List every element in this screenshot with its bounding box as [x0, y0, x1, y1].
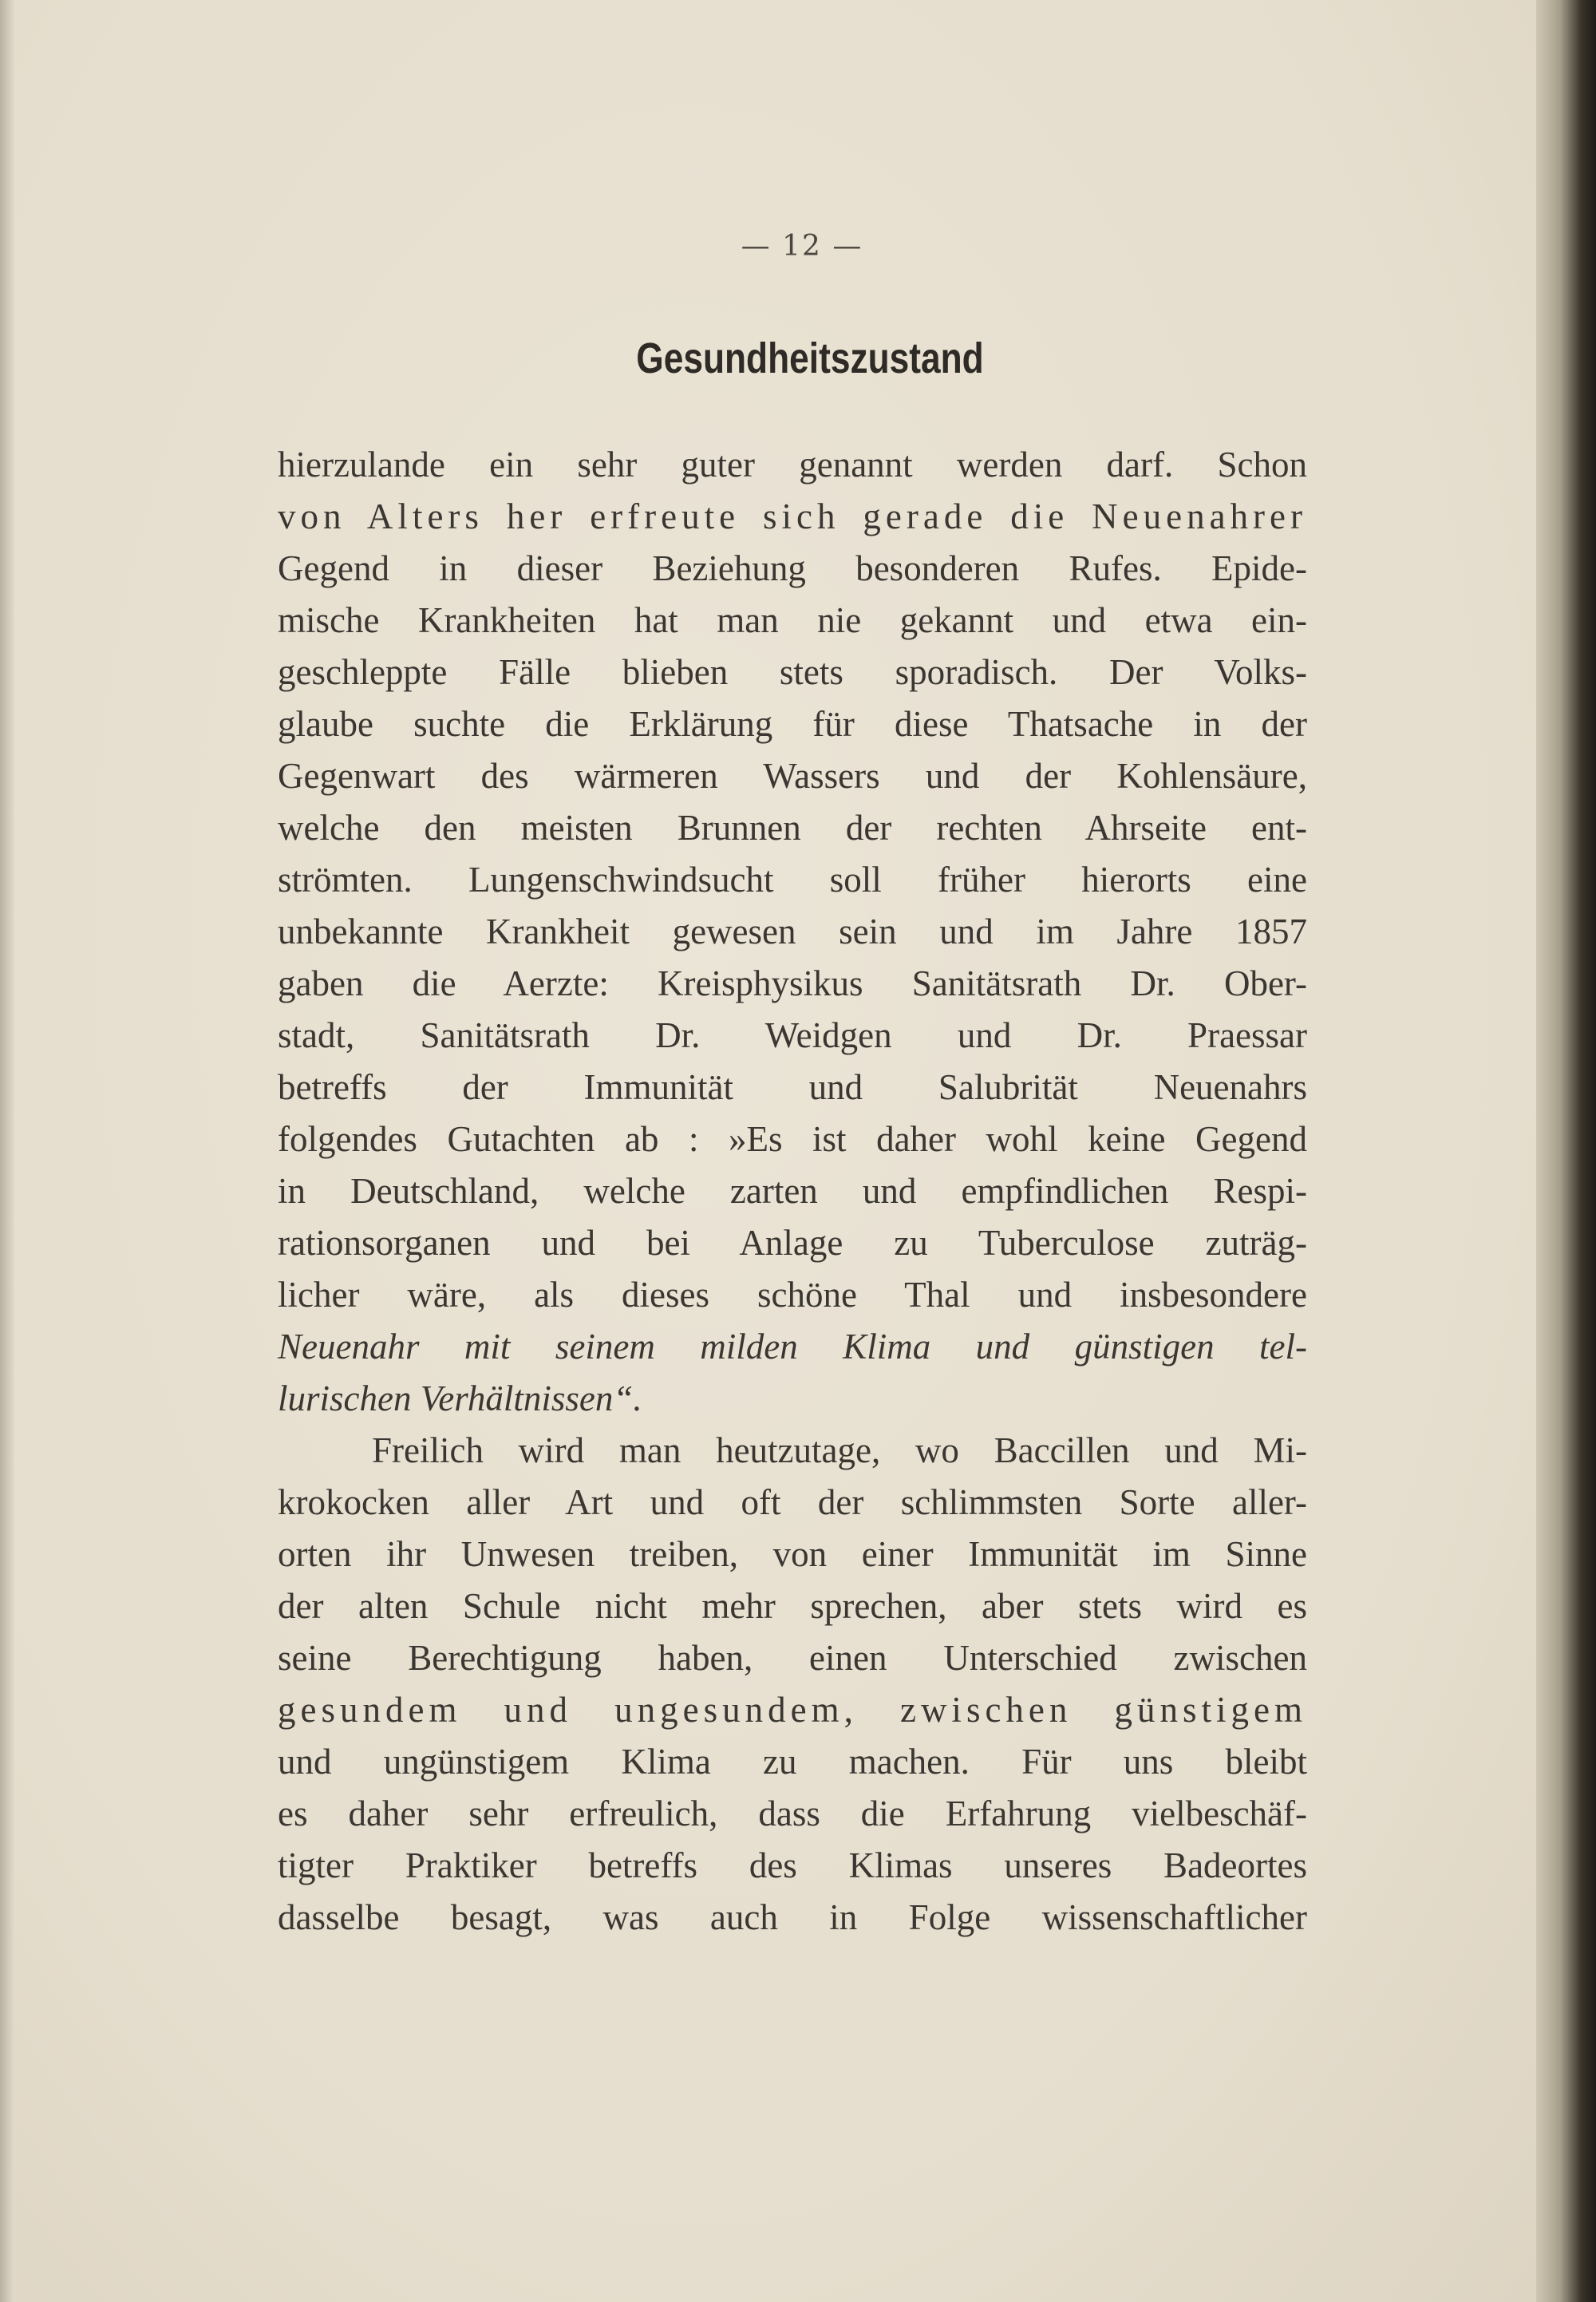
text-line: hierzulande ein sehr guter genannt werden darf. Schon: [278, 445, 1307, 485]
paragraph-first-line: Freilich wird man heutzutage, wo Baccillen und Mi-: [372, 1430, 1307, 1470]
text-line: Gegenwart des wärmeren Wassers und der Kohlensäure,: [278, 756, 1307, 796]
text-line: glaube suchte die Erklärung für diese Thatsache in der: [278, 704, 1307, 744]
text-line: gesundem und ungesundem, zwischen günstigem: [278, 1690, 1307, 1730]
text-line: seine Berechtigung haben, einen Unterschied zwischen: [278, 1638, 1307, 1678]
text-line: von Alters her erfreute sich gerade die Neuenahrer: [278, 496, 1307, 536]
text-line: der alten Schule nicht mehr sprechen, aber stets wird es: [278, 1586, 1307, 1626]
page-number: — 12 —: [741, 230, 863, 263]
text-line: welche den meisten Brunnen der rechten Ahrseite ent-: [278, 808, 1307, 848]
book-spine-shadow: [1536, 0, 1596, 2302]
text-line: rationsorganen und bei Anlage zu Tuberculose zuträg-: [278, 1223, 1307, 1263]
text-line: betreffs der Immunität und Salubrität Neuenahrs: [278, 1067, 1307, 1107]
text-line: Gegend in dieser Beziehung besonderen Rufes. Epide-: [278, 548, 1307, 588]
text-line: unbekannte Krankheit gewesen sein und im Jahre 1857: [278, 912, 1307, 951]
text-line: es daher sehr erfreulich, dass die Erfahrung vielbeschäf-: [278, 1794, 1307, 1833]
text-line: in Deutschland, welche zarten und empfindlichen Respi-: [278, 1171, 1307, 1211]
text-line: geschleppte Fälle blieben stets sporadisch. Der Volks-: [278, 652, 1307, 692]
text-line: stadt, Sanitätsrath Dr. Weidgen und Dr. Praessar: [278, 1015, 1307, 1055]
text-line: strömten. Lungenschwindsucht soll früher hierorts eine: [278, 860, 1307, 900]
text-line: gaben die Aerzte: Kreisphysikus Sanitätsrath Dr. Ober-: [278, 963, 1307, 1003]
page-edge-shadow: [0, 0, 14, 2302]
text-line: dasselbe besagt, was auch in Folge wissenschaftlicher: [278, 1897, 1307, 1937]
text-line: folgendes Gutachten ab : »Es ist daher wohl keine Gegend: [278, 1119, 1307, 1159]
text-line: licher wäre, als dieses schöne Thal und insbesondere: [278, 1275, 1307, 1315]
text-line: und ungünstigem Klima zu machen. Für uns bleibt: [278, 1742, 1307, 1782]
text-line: krokocken aller Art und oft der schlimmsten Sorte aller-: [278, 1482, 1307, 1522]
italic-text-line: Neuenahr mit seinem milden Klima und günstigen tel-: [278, 1327, 1307, 1367]
text-line: mische Krankheiten hat man nie gekannt und etwa ein-: [278, 600, 1307, 640]
section-heading: Gesundheitszustand: [636, 334, 984, 382]
text-line: orten ihr Unwesen treiben, von einer Immunität im Sinne: [278, 1534, 1307, 1574]
body-text: [278, 439, 1307, 1944]
italic-text-line: lurischen Verhältnissen“.: [278, 1378, 642, 1418]
text-line: tigter Praktiker betreffs des Klimas unseres Badeortes: [278, 1845, 1307, 1885]
